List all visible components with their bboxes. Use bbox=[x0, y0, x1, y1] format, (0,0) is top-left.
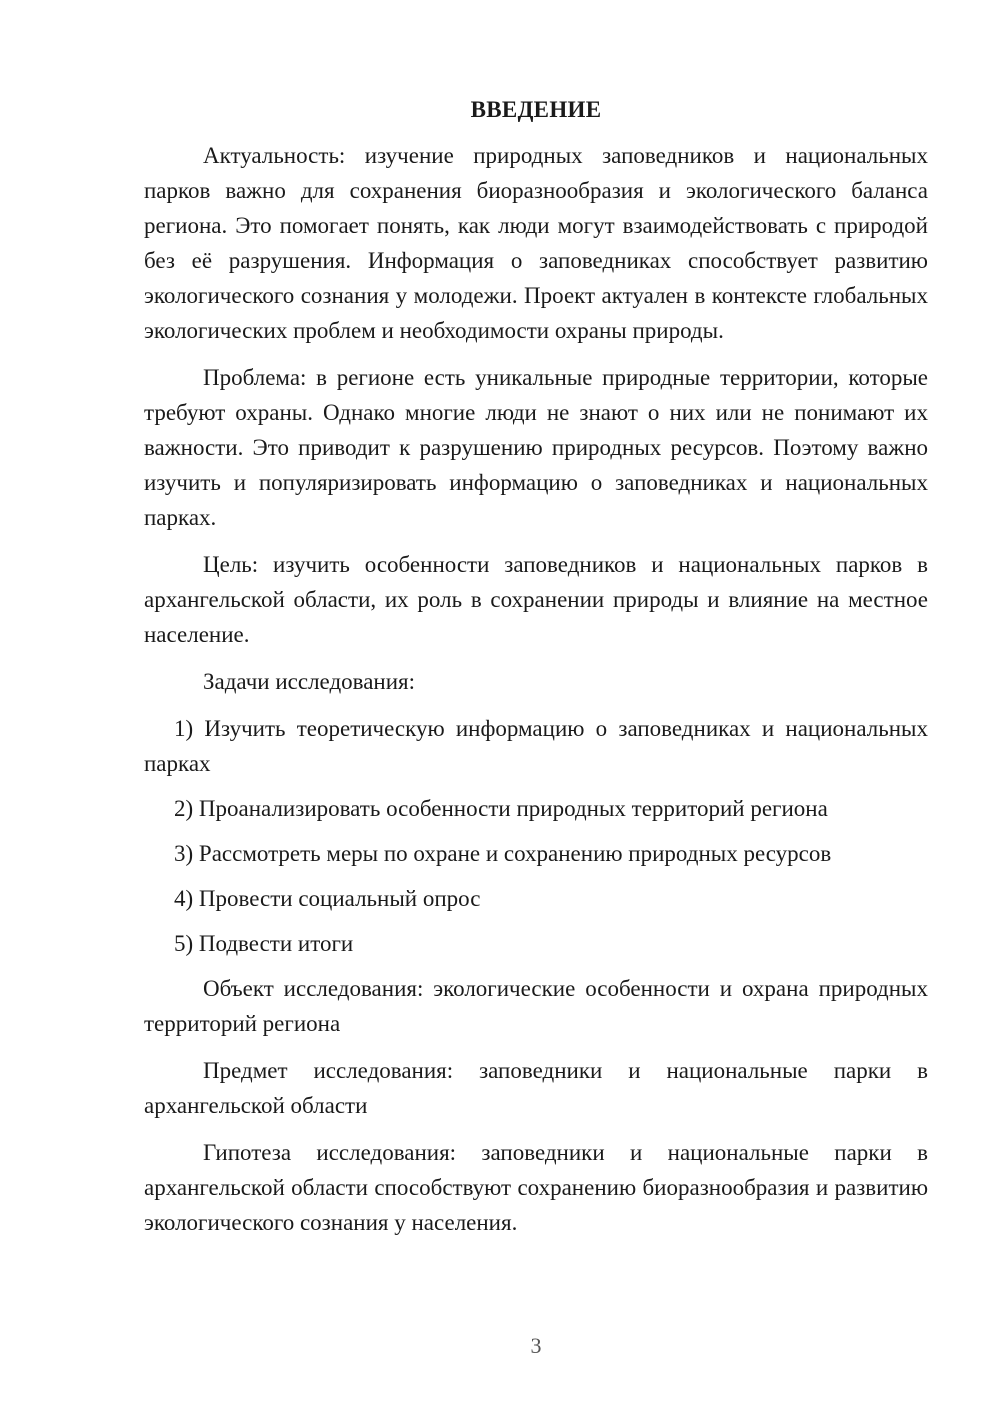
page-content bbox=[144, 94, 928, 1252]
relevance-paragraph: Актуальность: изучение природных заповедников и национальных парков важно для сохранения биоразнообразия и экологического баланса региона. Это помогает понять, как люди могут взаимодействовать с природой без её разрушения. Информация о заповедниках способствует развитию экологического сознания у молодежи. Проект актуален в контексте глобальных экологических проблем и необходимости охраны природы. bbox=[144, 143, 928, 343]
hypothesis-paragraph: Гипотеза исследования: заповедники и национальные парки в архангельской области способствуют сохранению биоразнообразия и развитию экологического сознания у населения. bbox=[144, 1140, 928, 1235]
task-item: 4) Провести социальный опрос bbox=[174, 886, 481, 911]
page-title: ВВЕДЕНИЕ bbox=[470, 97, 602, 122]
task-item: 2) Проанализировать особенности природных территорий региона bbox=[174, 796, 828, 821]
goal-paragraph: Цель: изучить особенности заповедников и национальных парков в архангельской области, их роль в сохранении природы и влияние на местное население. bbox=[144, 552, 928, 647]
subject-paragraph: Предмет исследования: заповедники и национальные парки в архангельской области bbox=[144, 1058, 928, 1118]
task-item: 3) Рассмотреть меры по охране и сохранению природных ресурсов bbox=[174, 841, 832, 866]
object-paragraph: Объект исследования: экологические особенности и охрана природных территорий региона bbox=[144, 976, 928, 1036]
problem-paragraph: Проблема: в регионе есть уникальные природные территории, которые требуют охраны. Однако многие люди не знают о них или не понимают их важности. Это приводит к разрушению природных ресурсов. Поэтому важно изучить и популяризировать информацию о заповедниках и национальных парках. bbox=[144, 365, 928, 530]
task-item: 5) Подвести итоги bbox=[174, 931, 354, 956]
tasks-heading: Задачи исследования: bbox=[203, 669, 416, 694]
page-number: 3 bbox=[530, 1333, 542, 1358]
task-item: 1) Изучить теоретическую информацию о заповедниках и национальных парках bbox=[144, 716, 928, 776]
